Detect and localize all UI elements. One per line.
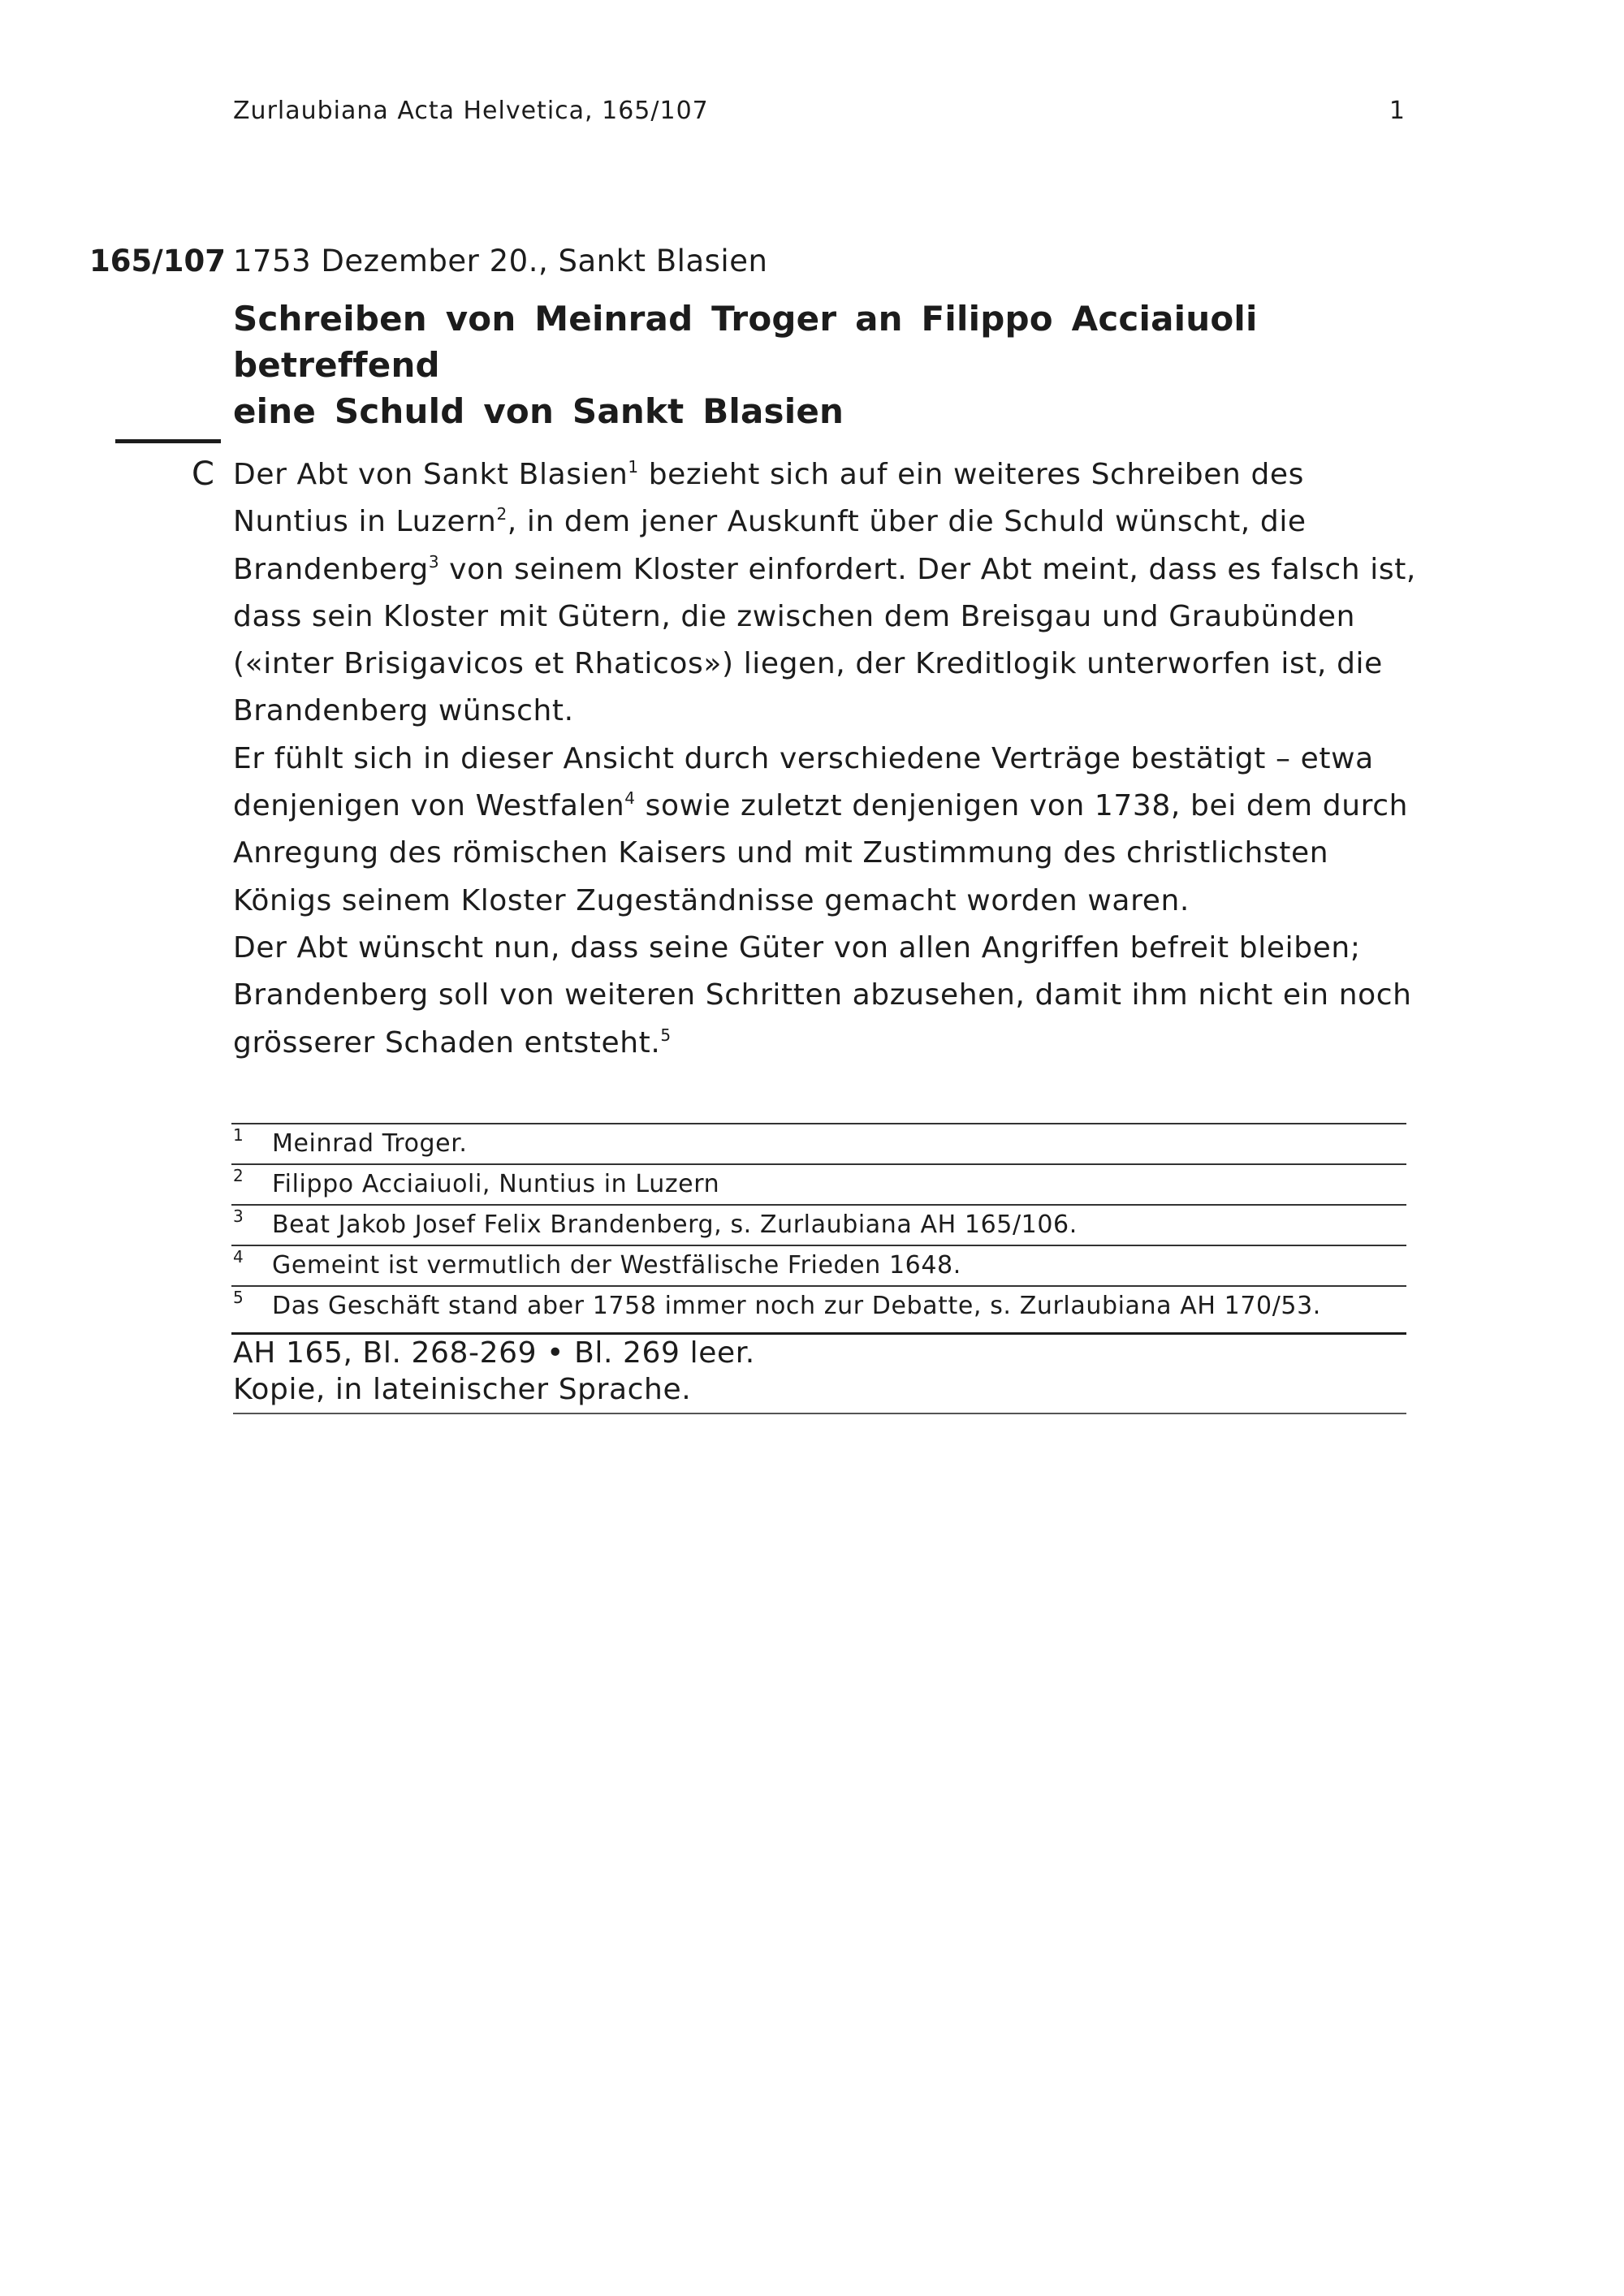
document-title-line-1: Schreiben von Meinrad Troger an Filippo Acciaiuoli betreffend xyxy=(233,299,1258,385)
source-note xyxy=(233,1335,1406,1414)
document-number: 165/107 xyxy=(89,244,226,278)
regest-text xyxy=(233,451,1419,1067)
footnote-5 xyxy=(231,1287,1406,1335)
footnotes xyxy=(231,1123,1406,1335)
footnote-text: Beat Jakob Josef Felix Brandenberg, s. Zurlaubiana AH 165/106. xyxy=(272,1211,1078,1239)
margin-letter: C xyxy=(192,455,214,493)
document-title xyxy=(233,296,1410,434)
source-line-1: AH 165, Bl. 268-269 • Bl. 269 leer. xyxy=(233,1336,755,1370)
footnote-ref-2[interactable]: 2 xyxy=(496,504,508,524)
footnote-text: Das Geschäft stand aber 1758 immer noch zur Debatte, s. Zurlaubiana AH 170/53. xyxy=(272,1292,1321,1320)
footnote-number: 4 xyxy=(233,1247,244,1267)
document-title-line-2: eine Schuld von Sankt Blasien xyxy=(233,391,844,431)
footnote-ref-4[interactable]: 4 xyxy=(624,788,636,809)
text-span: sowie zuletzt denjenigen von 1738, bei dem durch Anregung des römischen Kaisers und mit Zustimmung des christlichsten Königs seinem Kloster Zugeständnisse gemacht worden waren. xyxy=(233,789,1409,917)
footnote-number: 1 xyxy=(233,1125,244,1145)
text-span: Der Abt wünscht nun, dass seine Güter von allen Angriffen befreit bleiben; Brandenberg soll von weiteren Schritten abzusehen, damit ihm nicht ein noch grösserer Schaden entsteht. xyxy=(233,930,1412,1060)
text-span: Er fühlt sich in dieser Ansicht durch verschiedene Verträge bestätigt – etwa denjenigen von Westfalen xyxy=(233,741,1374,823)
footnote-number: 5 xyxy=(233,1288,244,1307)
footnote-ref-3[interactable]: 3 xyxy=(428,551,440,572)
text-span: bezieht sich auf ein weiteres Schreiben des Nuntius in Luzern xyxy=(233,458,1305,539)
running-head xyxy=(233,95,1406,127)
footnote-ref-1[interactable]: 1 xyxy=(628,457,639,477)
footnote-number: 3 xyxy=(233,1206,244,1226)
footnote-ref-5[interactable]: 5 xyxy=(660,1025,672,1045)
text-span: , in dem jener Auskunft über die Schuld wünscht, die Brandenberg xyxy=(233,505,1307,586)
regest-paragraph-2 xyxy=(233,736,1419,925)
footnote-text: Meinrad Troger. xyxy=(272,1129,468,1158)
page-number: 1 xyxy=(1389,97,1406,125)
footnote-3 xyxy=(231,1206,1406,1246)
footnote-1 xyxy=(231,1124,1406,1165)
section-divider xyxy=(115,439,221,443)
text-span: Der Abt von Sankt Blasien xyxy=(233,458,628,491)
regest-paragraph-3 xyxy=(233,925,1419,1067)
footnote-2 xyxy=(231,1165,1406,1206)
footnote-text: Gemeint ist vermutlich der Westfälische Frieden 1648. xyxy=(272,1251,961,1280)
document-date-place: 1753 Dezember 20., Sankt Blasien xyxy=(233,244,768,278)
footnote-number: 2 xyxy=(233,1166,244,1185)
regest-paragraph-1 xyxy=(233,451,1419,736)
source-line-2: Kopie, in lateinischer Sprache. xyxy=(233,1373,692,1406)
footnote-text: Filippo Acciaiuoli, Nuntius in Luzern xyxy=(272,1170,720,1198)
text-span: von seinem Kloster einfordert. Der Abt meint, dass es falsch ist, dass sein Kloster mit Gütern, die zwischen dem Breisgau und Graubünden («inter Brisigavicos et Rhaticos») liegen, der Kreditlogik unterworfen ist, die Brandenberg wünscht. xyxy=(233,552,1416,728)
footnote-4 xyxy=(231,1246,1406,1287)
running-head-title: Zurlaubiana Acta Helvetica, 165/107 xyxy=(233,97,709,125)
